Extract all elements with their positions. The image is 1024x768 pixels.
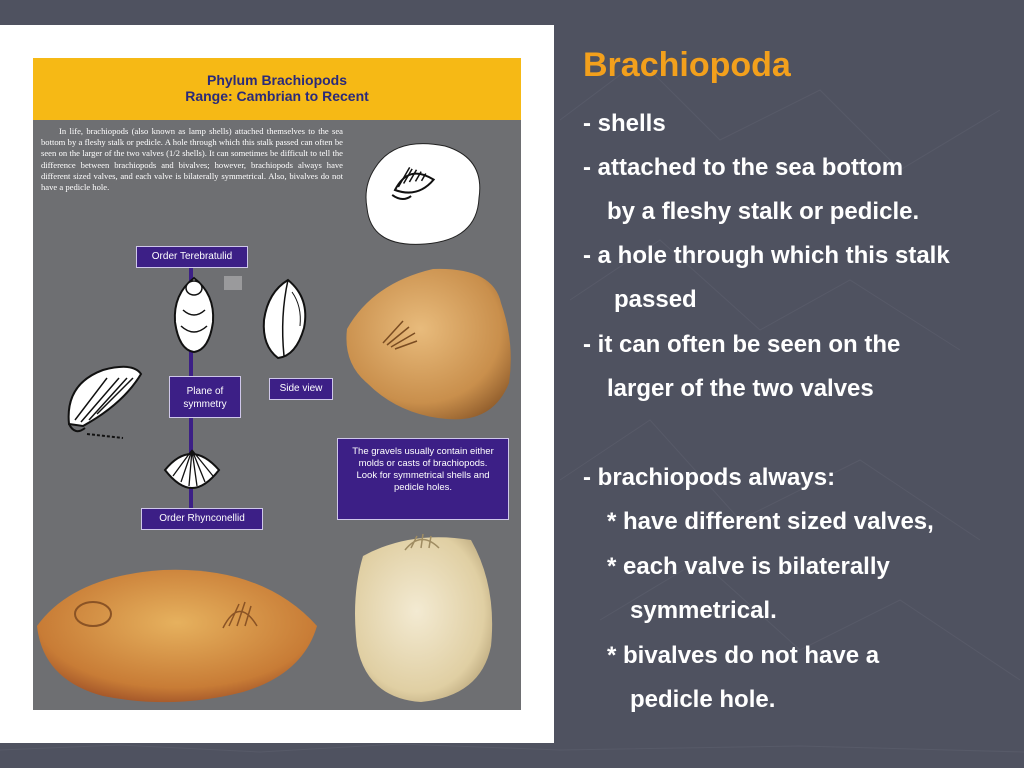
slide-line: passed (614, 286, 697, 313)
poster-intro-text: In life, brachiopods (also known as lamp shells) attached themselves to the sea bottom by a fleshy stalk or pedicle. A hole through which this stalk passed can often be seen on the larger of the two valves (1/2 shells). It can sometimes be difficult to tell the difference between brachiopods and bivalves; however, brachiopods always have different sized valves, and each valve is bilaterally symmetrical. Also, bivalves do not have a pedicle hole. (41, 126, 343, 193)
slide-line: - shells (583, 110, 666, 137)
small-gray-square (224, 276, 242, 290)
side-view-shell-drawing (258, 276, 312, 362)
poster-title: Phylum Brachiopods (206, 72, 348, 88)
slide-line: - a hole through which this stalk (583, 242, 950, 269)
poster-range: Range: Cambrian to Recent (185, 88, 369, 104)
slide-title: Brachiopoda (583, 46, 791, 84)
bivalve-drawing (63, 364, 145, 442)
order-rhynconellid-label: Order Rhynconellid (141, 508, 263, 530)
slide-line: * each valve is bilaterally (607, 553, 890, 580)
slide-line: * have different sized valves, (607, 508, 934, 535)
fossil-rock-top (343, 263, 519, 425)
order-terebratulid-label: Order Terebratulid (136, 246, 248, 268)
slide-line: - brachiopods always: (583, 464, 836, 491)
slide-line: symmetrical. (630, 597, 777, 624)
poster-image (33, 58, 521, 710)
slide-line: pedicle hole. (630, 686, 776, 713)
fossil-rock-bottom-right (351, 526, 499, 706)
slide-line: - attached to the sea bottom (583, 154, 904, 181)
slide-line: by a fleshy stalk or pedicle. (607, 198, 920, 225)
rhynconellid-shell-drawing (161, 436, 223, 492)
terebratulid-shell-drawing (169, 274, 219, 354)
slide-line: larger of the two valves (607, 375, 874, 402)
gravels-note-label: The gravels usually contain either molds or casts of brachiopods. Look for symmetrical shells and pedicle holes. (337, 438, 509, 520)
side-view-label: Side view (269, 378, 333, 400)
slide-line: * bivalves do not have a (607, 642, 880, 669)
shell-outline-drawing (355, 128, 497, 252)
plane-of-symmetry-label: Plane of symmetry (169, 376, 241, 418)
fossil-rock-bottom-left (33, 556, 323, 708)
poster-header (33, 58, 521, 120)
slide-line: - it can often be seen on the (583, 331, 901, 358)
